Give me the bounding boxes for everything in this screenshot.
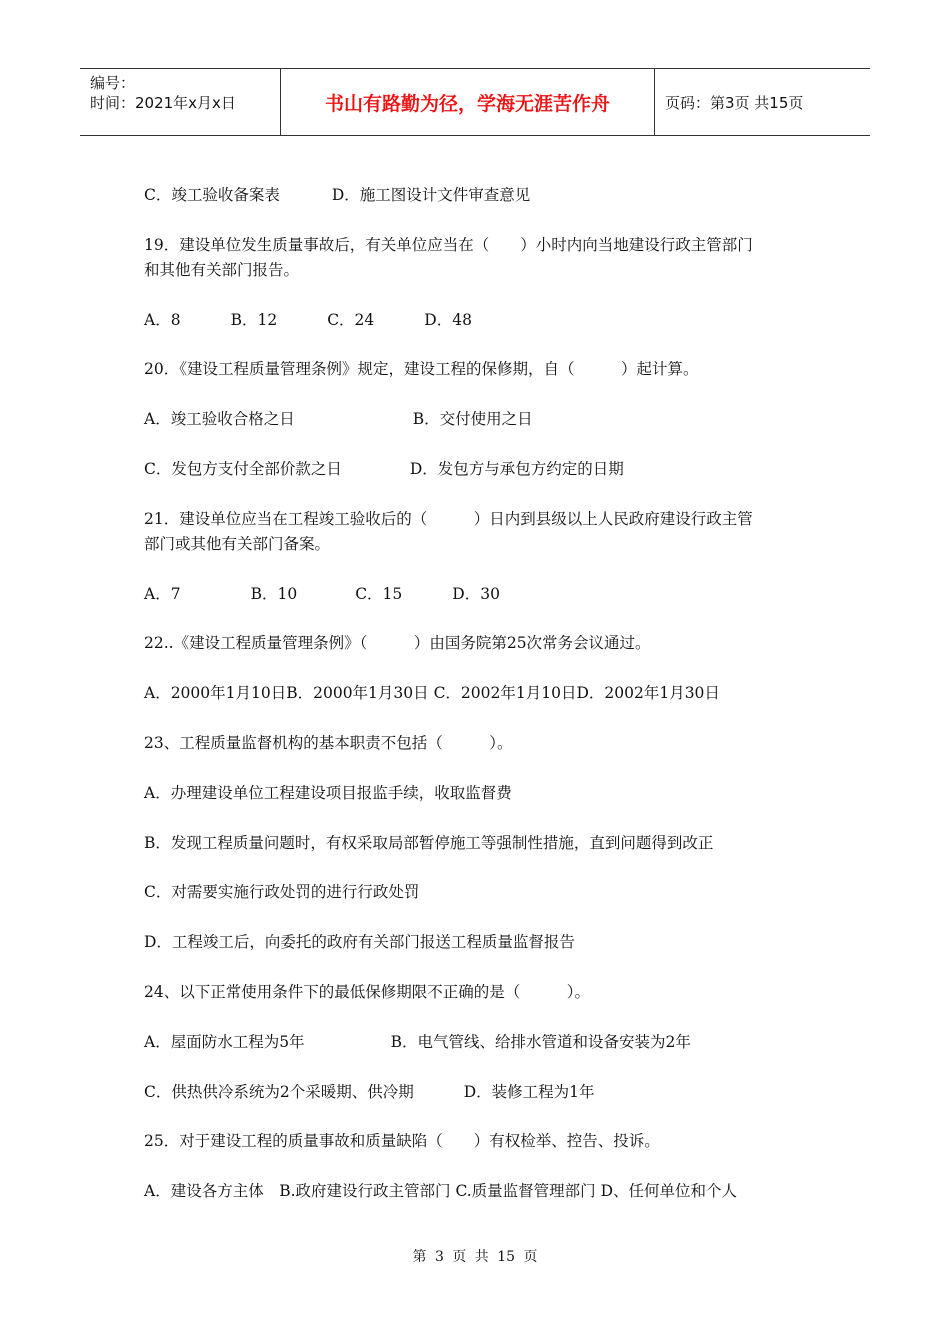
- option-text: B．电气管线、给排水管道和设备安装为2年: [390, 1033, 691, 1051]
- question-19: 19．建设单位发生质量事故后，有关单位应当在（ ）小时内向当地建设行政主管部门: [144, 236, 753, 254]
- question-19-cont: 和其他有关部门报告。: [144, 261, 300, 279]
- page-footer: 第 3 页 共 15 页: [412, 1249, 538, 1265]
- header-motto: 书山有路勤为径，学海无涯苦作舟: [281, 69, 655, 135]
- option-text: A．8: [144, 311, 181, 329]
- q21-options: [144, 582, 500, 607]
- question-21: 21．建设单位应当在工程竣工验收后的（ ）日内到县级以上人民政府建设行政主管: [144, 510, 753, 528]
- question-24: 24、以下正常使用条件下的最低保修期限不正确的是（ ）。: [144, 983, 590, 1001]
- q24-options-ab: [144, 1030, 691, 1055]
- q18-options-cd: [144, 183, 530, 208]
- q23-option-c: C．对需要实施行政处罚的进行行政处罚: [144, 883, 420, 901]
- option-text: A．屋面防水工程为5年: [144, 1033, 305, 1051]
- question-25: 25．对于建设工程的质量事故和质量缺陷（ ）有权检举、控告、投诉。: [144, 1132, 660, 1150]
- option-text: B．12: [230, 311, 278, 329]
- option-text: C．竣工验收备案表: [144, 186, 280, 204]
- header-page-info: 页码：第3页 共15页: [665, 93, 804, 112]
- question-23: 23、工程质量监督机构的基本职责不包括（ ）。: [144, 734, 513, 752]
- header-meta: [80, 69, 281, 135]
- q23-option-a: A．办理建设单位工程建设项目报监手续，收取监督费: [144, 784, 512, 802]
- option-text: A．7: [144, 585, 181, 603]
- q20-options-cd: [144, 457, 624, 482]
- option-text: B．交付使用之日: [412, 410, 533, 428]
- document-number-label: 编号：: [90, 74, 136, 92]
- option-text: D．30: [452, 585, 500, 603]
- option-text: C．发包方支付全部价款之日: [144, 460, 342, 478]
- page-header: [80, 68, 870, 136]
- question-22: 22..《建设工程质量管理条例》（ ）由国务院第25次常务会议通过。: [144, 634, 651, 652]
- option-text: D．施工图设计文件审查意见: [331, 186, 531, 204]
- q23-option-b: B．发现工程质量问题时，有权采取局部暂停施工等强制性措施，直到问题得到改正: [144, 834, 714, 852]
- question-20: 20．《建设工程质量管理条例》规定，建设工程的保修期，自（ ）起计算。: [144, 360, 699, 378]
- q24-options-cd: [144, 1080, 595, 1105]
- q19-options: [144, 308, 472, 333]
- q20-options-ab: [144, 407, 533, 432]
- option-text: D．发包方与承包方约定的日期: [409, 460, 624, 478]
- question-21-cont: 部门或其他有关部门备案。: [144, 535, 331, 553]
- document-date: 时间：2021年x月x日: [90, 94, 236, 112]
- option-text: D．48: [424, 311, 472, 329]
- q25-options: A．建设各方主体 B.政府建设行政主管部门 C.质量监督管理部门 D、任何单位和个人: [144, 1182, 738, 1200]
- option-text: A．竣工验收合格之日: [144, 410, 295, 428]
- option-text: C．24: [327, 311, 375, 329]
- option-text: D．装修工程为1年: [463, 1083, 595, 1101]
- q23-option-d: D．工程竣工后，向委托的政府有关部门报送工程质量监督报告: [144, 933, 575, 951]
- option-text: C．供热供冷系统为2个采暖期、供冷期: [144, 1083, 414, 1101]
- option-text: B．10: [250, 585, 298, 603]
- q22-options: A．2000年1月10日B．2000年1月30日 C．2002年1月10日D．2002年1月30日: [144, 684, 720, 702]
- option-text: C．15: [355, 585, 403, 603]
